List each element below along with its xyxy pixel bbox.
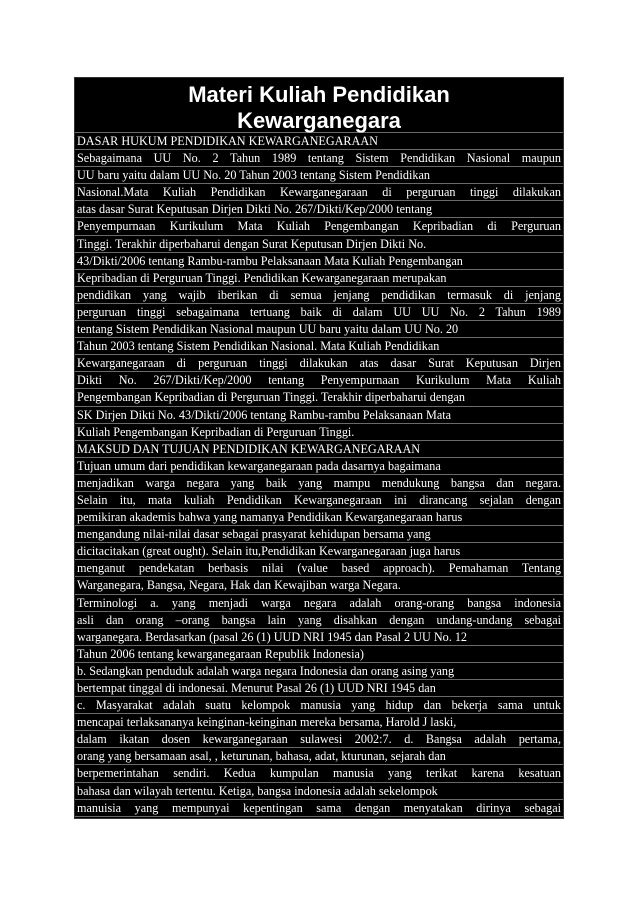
text-line: perguruan tinggi sebagaimana tertuang baik di dalam UU UU No. 2 Tahun 1989 <box>77 304 561 319</box>
text-line: Kewarganegaraan di perguruan tinggi dilakukan atas dasar Surat Keputusan Dirjen <box>77 356 561 371</box>
text-line: suatu bangsa serta berproses di dalam suatu wilayah diindonesia (nusantara) e. <box>77 817 561 832</box>
text-line: tentang Sistem Pendidikan Nasional maupun UU baru yaitu dalam UU No. 20 <box>75 320 563 337</box>
text-line: mengandung nilai-nilai dasar sebagai prasyarat kehidupan bersama yang <box>75 525 563 542</box>
text-line: c. Masyarakat adalah suatu kelompok manusia yang hidup dan bekerja sama untuk <box>77 698 561 713</box>
document-body <box>75 132 563 833</box>
text-line: bahasa dan wilayah tertentu. Ketiga, bangsa indonesia adalah sekelompok <box>75 782 563 799</box>
text-line: DASAR HUKUM PENDIDIKAN KEWARGANEGARAAN <box>75 132 563 149</box>
title-line-2: Kewarganegara <box>237 108 401 133</box>
text-line: mencapai terlaksananya keinginan-keinginan mereka bersama, Harold J laski, <box>75 713 563 730</box>
text-line: orang yang bersamaan asal, , keturunan, bahasa, adat, kturunan, sejarah dan <box>75 747 563 764</box>
text-line: warganegara. Berdasarkan (pasal 26 (1) UUD NRI 1945 dan Pasal 2 UU No. 12 <box>75 628 563 645</box>
text-line: menjadikan warga negara yang baik yang mampu mendukung bangsa dan negara. <box>77 475 561 490</box>
text-line: dicitacitakan (great ought). Selain itu,Pendidikan Kewarganegaraan juga harus <box>75 542 563 559</box>
text-line: b. Sedangkan penduduk adalah warga negara Indonesia dan orang asing yang <box>75 662 563 679</box>
text-line: Pengembangan Kepribadian di Perguruan Tinggi. Terakhir diperbaharui dengan <box>75 388 563 405</box>
text-line: Tujuan umum dari pendidikan kewarganegaraan pada dasarnya bagaimana <box>75 457 563 474</box>
text-line: dalam ikatan dosen kewarganegaraan sulawesi 2002:7. d. Bangsa adalah pertama, <box>77 732 561 747</box>
text-line: Tahun 2006 tentang kewarganegaraan Republik Indonesia) <box>75 645 563 662</box>
text-line: Tahun 2003 tentang Sistem Pendidikan Nasional. Mata Kuliah Pendidikan <box>75 337 563 354</box>
text-line: Nasional.Mata Kuliah Pendidikan Kewarganegaraan di perguruan tinggi dilakukan <box>77 185 561 200</box>
text-line: Warganegara, Bangsa, Negara, Hak dan Kewajiban warga Negara. <box>75 576 563 593</box>
text-line: asli dan orang –orang bangsa lain yang disahkan dengan undang-undang sebagai <box>77 612 561 627</box>
document-title <box>75 78 563 132</box>
text-line: SK Dirjen Dikti No. 43/Dikti/2006 tentang Rambu-rambu Pelaksanaan Mata <box>75 406 563 423</box>
title-line-1: Materi Kuliah Pendidikan <box>188 82 450 107</box>
text-line: bertempat tinggal di indonesai. Menurut Pasal 26 (1) UUD NRI 1945 dan <box>75 679 563 696</box>
text-line: pemikiran akademis bahwa yang namanya Pendidikan Kewarganegaraan harus <box>75 508 563 525</box>
text-line: manuisia yang mempunyai kepentingan sama dengan menyatakan dirinya sebagai <box>77 800 561 815</box>
text-line: 43/Dikti/2006 tentang Rambu-rambu Pelaksanaan Mata Kuliah Pengembangan <box>75 252 563 269</box>
document-sheet <box>74 77 564 832</box>
text-line: Selain itu, mata kuliah Pendidikan Kewarganegaraan ini dirancang sejalan dengan <box>77 492 561 507</box>
text-line: UU baru yaitu dalam UU No. 20 Tahun 2003 tentang Sistem Pendidikan <box>75 166 563 183</box>
text-line: Sebagaimana UU No. 2 Tahun 1989 tentang Sistem Pendidikan Nasional maupun <box>77 151 561 166</box>
text-line: MAKSUD DAN TUJUAN PENDIDIKAN KEWARGANEGARAAN <box>75 440 563 457</box>
text-line: pendidikan yang wajib iberikan di semua jenjang pendidikan termasuk di jenjang <box>77 287 561 302</box>
text-line: Tinggi. Terakhir diperbaharui dengan Surat Keputusan Dirjen Dikti No. <box>75 235 563 252</box>
text-line: Terminologi a. yang menjadi warga negara adalah orang-orang bangsa indonesia <box>77 595 561 610</box>
text-line: atas dasar Surat Keputusan Dirjen Dikti No. 267/Dikti/Kep/2000 tentang <box>75 200 563 217</box>
text-line: menganut pendekatan berbasis nilai (value based approach). Pemahaman Tentang <box>77 561 561 576</box>
text-line: Penyempurnaan Kurikulum Mata Kuliah Pengembangan Kepribadian di Perguruan <box>77 219 561 234</box>
text-line: Dikti No. 267/Dikti/Kep/2000 tentang Penyempurnaan Kurikulum Mata Kuliah <box>77 373 561 388</box>
text-line: Kepribadian di Perguruan Tinggi. Pendidikan Kewarganegaraan merupakan <box>75 269 563 286</box>
text-line: Kuliah Pengembangan Kepribadian di Perguruan Tinggi. <box>75 423 563 440</box>
text-line: berpemerintahan sendiri. Kedua kumpulan manusia yang terikat karena kesatuan <box>77 766 561 781</box>
